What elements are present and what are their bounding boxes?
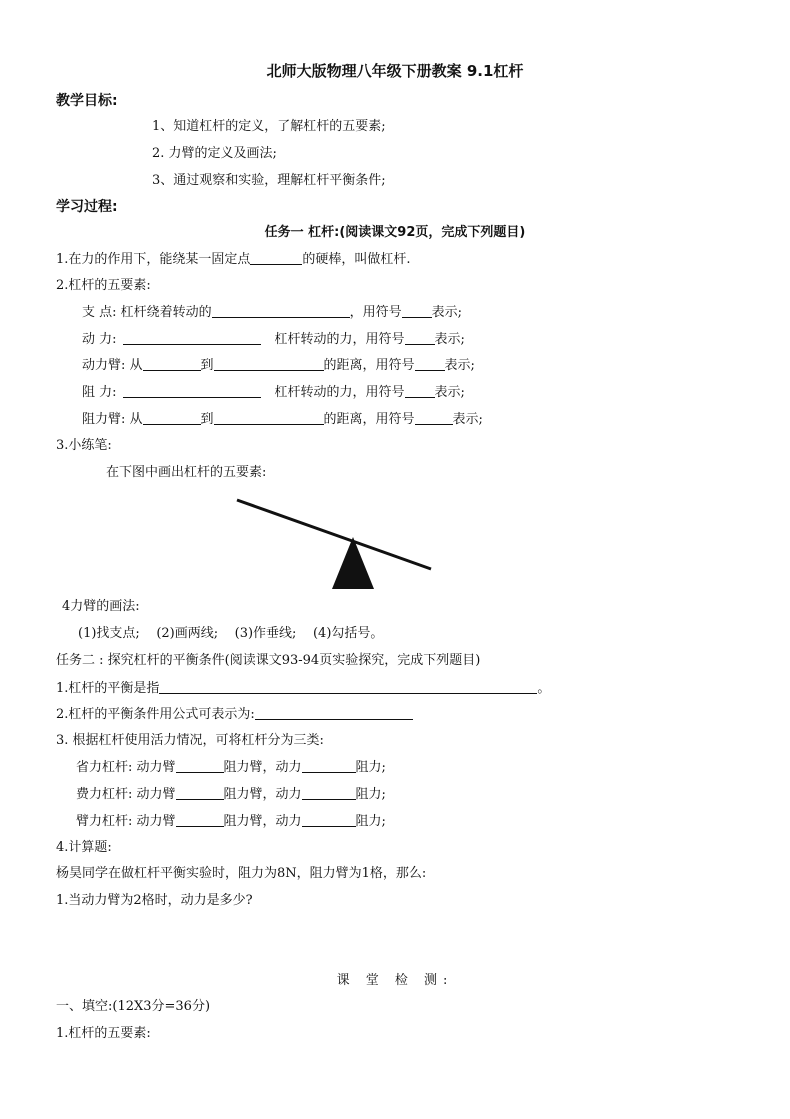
effort-arm-to: 到 [200,358,214,373]
fulcrum-symbol-label: ，用符号 [349,305,402,320]
blank-fulcrum[interactable] [212,303,350,318]
effort-end: 表示; [434,332,465,347]
blank-balance-definition[interactable] [159,679,537,694]
check-heading: 课 堂 检 测: [336,973,454,988]
blank-load[interactable] [123,383,261,398]
lever-bar [237,500,431,569]
blank-effort-arm-from[interactable] [143,356,201,371]
task2-question-1-end: 。 [537,681,551,696]
process-heading: 学习过程: [56,199,118,215]
blank-fixed-point[interactable] [250,250,302,265]
force-saving-middle: 阻力臂，动力 [223,760,302,775]
task2-heading: 任务二 : 探究杠杆的平衡条件(阅读课文93-94页实验探究，完成下列题目) [56,653,481,668]
equal-arm-label: 臂力杠杆: 动力臂 [76,814,176,829]
fill-section-heading: 一、填空:(12X3分=36分) [56,999,211,1014]
blank-effort-symbol[interactable] [405,330,435,345]
row-effort-arm [82,356,475,375]
question-2: 2.杠杆的五要素: [56,278,151,293]
objective-item-1: 1、知道杠杆的定义，了解杠杆的五要素; [152,119,386,134]
lever-diagram [225,492,440,592]
blank-equal-arm-force[interactable] [302,812,356,827]
task2-question-2 [56,705,413,724]
load-symbol-label: 杠杆转动的力，用符号 [274,385,405,400]
blank-load-arm-to[interactable] [214,410,324,425]
force-costing-end: 阻力; [355,787,386,802]
task1-heading: 任务一 杠杆:(阅读课文92页，完成下列题目) [264,225,526,240]
blank-force-costing-force[interactable] [302,785,356,800]
force-costing-middle: 阻力臂，动力 [223,787,302,802]
row-force-saving-lever [76,758,386,777]
effort-arm-end: 表示; [444,358,475,373]
blank-force-saving-force[interactable] [302,758,356,773]
calc-question-1: 1.当动力臂为2格时，动力是多少? [56,893,253,908]
equal-arm-middle: 阻力臂，动力 [223,814,302,829]
page-title: 北师大版物理八年级下册教案 9.1杠杆 [266,62,524,80]
objective-item-2: 2. 力臂的定义及画法; [152,146,277,161]
force-saving-end: 阻力; [355,760,386,775]
question-3: 3.小练笔: [56,438,112,453]
blank-balance-formula[interactable] [255,705,413,720]
load-end: 表示; [434,385,465,400]
fulcrum-label: 支 点: 杠杆绕着转动的 [82,305,212,320]
question-4-steps: (1)找支点; (2)画两线; (3)作垂线; (4)勾括号。 [78,626,384,641]
task2-question-3: 3. 根据杠杆使用活力情况，可将杠杆分为三类: [56,733,324,748]
calc-problem-text: 杨昊同学在做杠杆平衡实验时，阻力为8N，阻力臂为1格，那么: [56,866,427,881]
row-equal-arm-lever [76,812,386,831]
task2-question-1-text: 1.杠杆的平衡是指 [56,681,160,696]
load-arm-to: 到 [200,412,214,427]
row-fulcrum [82,303,462,322]
load-arm-end: 表示; [452,412,483,427]
row-effort [82,330,465,349]
blank-effort[interactable] [123,330,261,345]
question-1-text: 1.在力的作用下，能绕某一固定点 [56,252,251,267]
blank-force-saving-arm[interactable] [176,758,224,773]
fulcrum-end: 表示; [431,305,463,320]
equal-arm-end: 阻力; [355,814,386,829]
force-saving-label: 省力杠杆: 动力臂 [76,760,176,775]
fill-question-1: 1.杠杆的五要素: [56,1026,151,1041]
force-costing-label: 费力杠杆: 动力臂 [76,787,176,802]
question-3-instruction: 在下图中画出杠杆的五要素: [106,465,267,480]
row-force-costing-lever [76,785,386,804]
effort-arm-label: 动力臂: 从 [82,358,143,373]
question-1 [56,250,411,269]
blank-load-symbol[interactable] [405,383,435,398]
task2-question-2-text: 2.杠杆的平衡条件用公式可表示为: [56,707,255,722]
task2-question-1 [56,679,550,698]
task2-question-4: 4.计算题: [56,840,112,855]
question-1-text-end: 的硬棒，叫做杠杆. [302,252,411,267]
load-arm-label: 阻力臂: 从 [82,412,143,427]
objective-item-3: 3、通过观察和实验，理解杠杆平衡条件; [152,173,386,188]
row-load [82,383,465,402]
blank-effort-arm-symbol[interactable] [415,356,445,371]
row-load-arm [82,410,483,429]
question-4: 4力臂的画法: [62,599,140,614]
load-label: 阻 力: [82,385,117,400]
effort-label: 动 力: [82,332,117,347]
load-arm-distance: 的距离，用符号 [323,412,415,427]
effort-symbol-label: 杠杆转动的力，用符号 [274,332,405,347]
blank-effort-arm-to[interactable] [214,356,324,371]
blank-fulcrum-symbol[interactable] [402,303,432,318]
objectives-heading: 教学目标: [56,93,118,109]
effort-arm-distance: 的距离，用符号 [323,358,415,373]
blank-load-arm-symbol[interactable] [415,410,453,425]
blank-load-arm-from[interactable] [143,410,201,425]
blank-force-costing-arm[interactable] [176,785,224,800]
blank-equal-arm-arm[interactable] [176,812,224,827]
fulcrum-triangle-icon [332,537,374,589]
